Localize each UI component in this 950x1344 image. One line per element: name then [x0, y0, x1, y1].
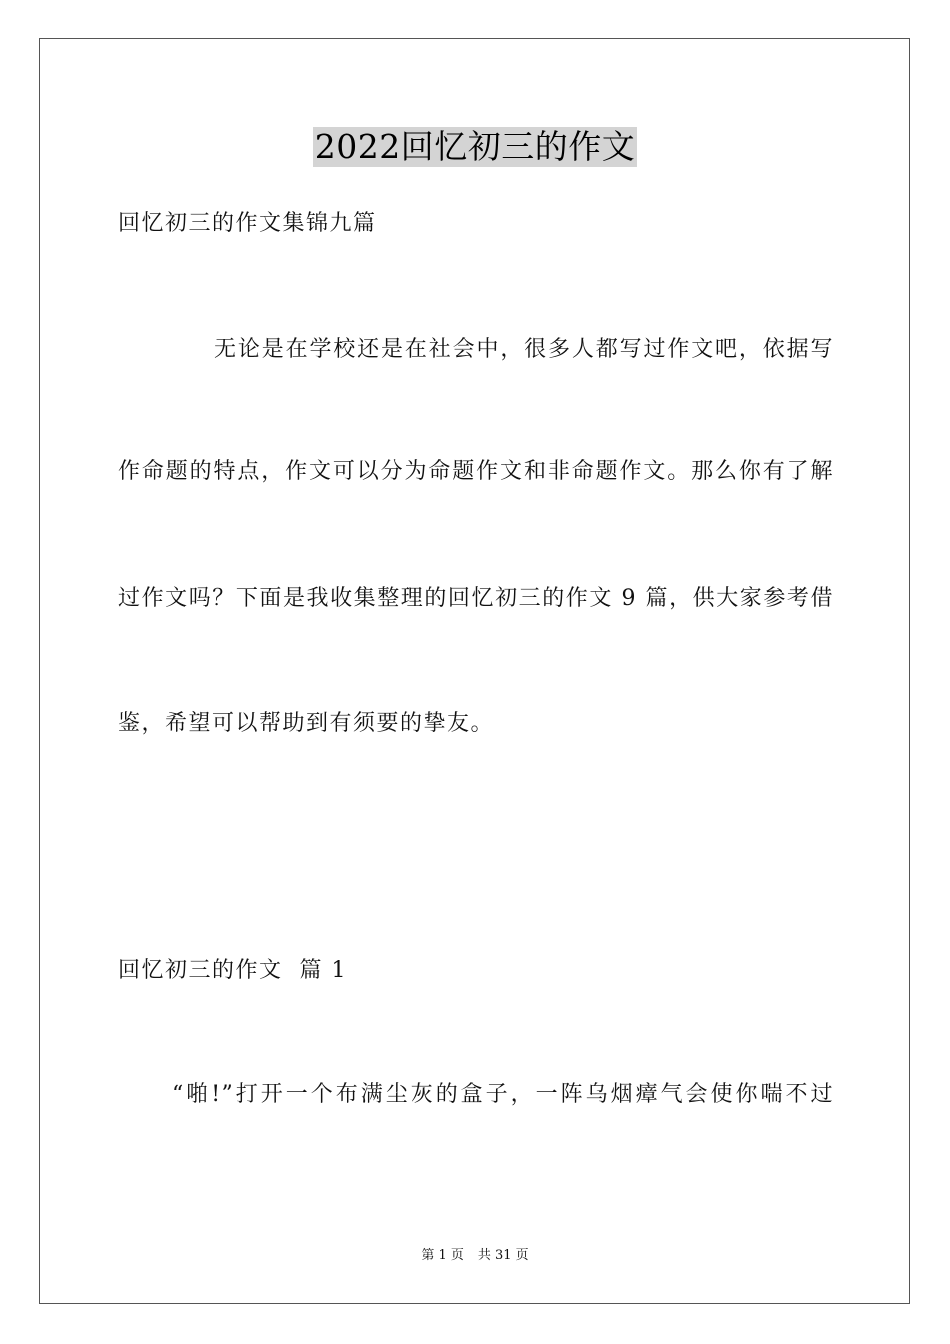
- section-heading: 回忆初三的作文 篇 1: [118, 958, 347, 983]
- title-container: [0, 127, 950, 167]
- intro-line-4: 鉴，希望可以帮助到有须要的挚友。: [118, 711, 495, 736]
- intro-line-3: 过作文吗？下面是我收集整理的回忆初三的作文 9 篇，供大家参考借: [118, 586, 834, 611]
- section-line-1: “啪!”打开一个布满尘灰的盒子，一阵乌烟瘴气会使你喘不过: [172, 1082, 834, 1107]
- page-total: 共 31 页: [477, 1248, 529, 1263]
- intro-line-2: 作命题的特点，作文可以分为命题作文和非命题作文。那么你有了解: [118, 459, 834, 484]
- intro-line-1: 无论是在学校还是在社会中，很多人都写过作文吧，依据写: [214, 337, 834, 362]
- document-title: 2022回忆初三的作文: [314, 127, 636, 166]
- page-number: 第 1 页: [421, 1248, 464, 1263]
- document-subtitle: 回忆初三的作文集锦九篇: [118, 211, 377, 236]
- page-footer: [0, 1248, 950, 1264]
